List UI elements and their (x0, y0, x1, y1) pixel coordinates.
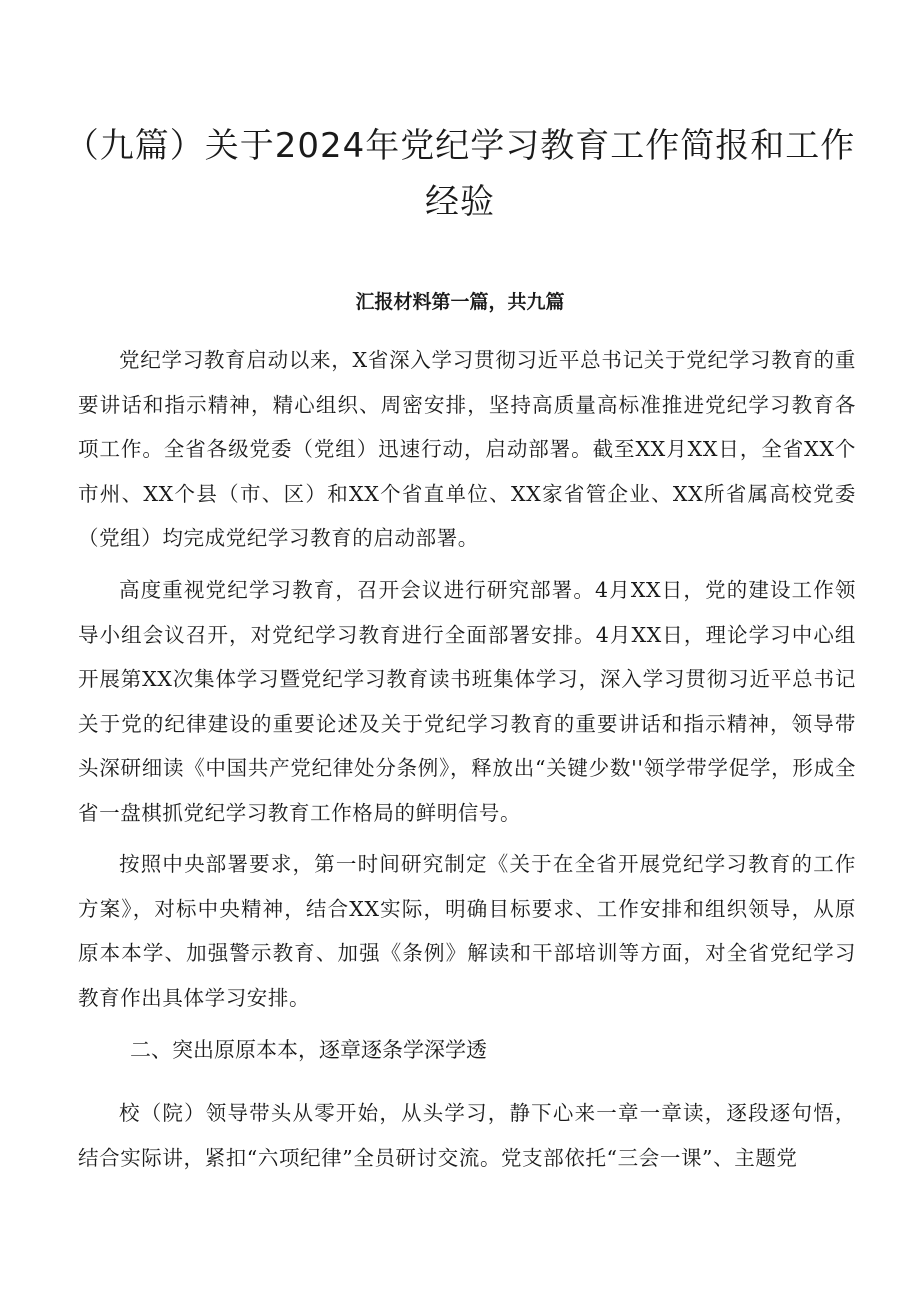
document-subtitle: 汇报材料第一篇，共九篇 (355, 291, 565, 313)
paragraph-3: 按照中央部署要求，第一时间研究制定《关于在全省开展党纪学习教育的工作方案》，对标中央精神，结合XX实际，明确目标要求、工作安排和组织领导，从原原本本学、加强警示教育、加强《条例》解读和干部培训等方面，对全省党纪学习教育作出具体学习安排。 (78, 852, 856, 1010)
document-title (60, 118, 860, 230)
title-line-1: （九篇）关于2024年党纪学习教育工作简报和工作 (64, 126, 856, 166)
title-line-2: 经验 (425, 182, 495, 222)
paragraph-1: 党纪学习教育启动以来，X省深入学习贯彻习近平总书记关于党纪学习教育的重要讲话和指示精神，精心组织、周密安排，坚持高质量高标准推进党纪学习教育各项工作。全省各级党委（党组）迅速行动，启动部署。截至XX月XX日，全省XX个市州、XX个县（市、区）和XX个省直单位、XX家省管企业、XX所省属高校党委（党组）均完成党纪学习教育的启动部署。 (78, 348, 856, 550)
paragraph-2: 高度重视党纪学习教育，召开会议进行研究部署。4月XX日，党的建设工作领导小组会议召开，对党纪学习教育进行全面部署安排。4月XX日，理论学习中心组开展第XX次集体学习暨党纪学习教育读书班集体学习，深入学习贯彻习近平总书记关于党的纪律建设的重要论述及关于党纪学习教育的重要讲话和指示精神，领导带头深研细读《中国共产党纪律处分条例》，释放出“关键少数''领学带学促学，形成全省一盘棋抓党纪学习教育工作格局的鲜明信号。 (78, 578, 856, 825)
section-heading: 二、突出原原本本，逐章逐条学深学透 (130, 1038, 487, 1062)
paragraph-4: 校（院）领导带头从零开始，从头学习，静下心来一章一章读，逐段逐句悟，结合实际讲，紧扣“六项纪律”全员研讨交流。党支部依托“三会一课”、主题党 (78, 1101, 856, 1170)
